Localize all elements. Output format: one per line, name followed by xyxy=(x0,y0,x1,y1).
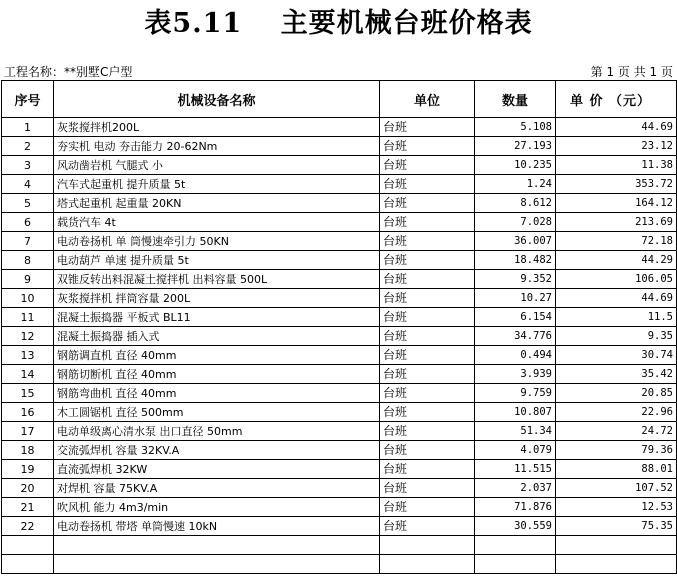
cell-unit: 台班 xyxy=(380,441,475,460)
cell-no: 17 xyxy=(2,422,54,441)
cell-unit: 台班 xyxy=(380,422,475,441)
cell-qty: 10.27 xyxy=(475,289,556,308)
cell-unit xyxy=(380,536,475,555)
cell-qty: 4.079 xyxy=(475,441,556,460)
header-name: 机械设备名称 xyxy=(54,81,380,118)
cell-name: 电动卷扬机 带塔 单筒慢速 10kN xyxy=(54,517,380,536)
table-row xyxy=(2,422,677,441)
cell-no: 20 xyxy=(2,479,54,498)
cell-price: 164.12 xyxy=(556,194,677,213)
cell-no: 2 xyxy=(2,137,54,156)
cell-price: 24.72 xyxy=(556,422,677,441)
cell-price: 72.18 xyxy=(556,232,677,251)
cell-qty: 2.037 xyxy=(475,479,556,498)
table-row xyxy=(2,232,677,251)
table-row xyxy=(2,498,677,517)
cell-price: 213.69 xyxy=(556,213,677,232)
table-row xyxy=(2,251,677,270)
cell-unit: 台班 xyxy=(380,118,475,137)
cell-no: 9 xyxy=(2,270,54,289)
table-row xyxy=(2,308,677,327)
cell-price xyxy=(556,555,677,574)
cell-name xyxy=(54,536,380,555)
cell-no xyxy=(2,555,54,574)
table-row xyxy=(2,479,677,498)
cell-price: 11.38 xyxy=(556,156,677,175)
cell-qty: 11.515 xyxy=(475,460,556,479)
table-row xyxy=(2,137,677,156)
page-info: 第 1 页 共 1 页 xyxy=(590,65,673,79)
cell-name: 灰浆搅拌机200L xyxy=(54,118,380,137)
cell-unit: 台班 xyxy=(380,327,475,346)
table-row xyxy=(2,441,677,460)
table-row xyxy=(2,327,677,346)
cell-price: 353.72 xyxy=(556,175,677,194)
cell-price: 44.69 xyxy=(556,289,677,308)
cell-unit: 台班 xyxy=(380,479,475,498)
cell-no: 6 xyxy=(2,213,54,232)
cell-qty: 9.352 xyxy=(475,270,556,289)
cell-unit: 台班 xyxy=(380,403,475,422)
table-row xyxy=(2,270,677,289)
cell-price: 22.96 xyxy=(556,403,677,422)
cell-unit: 台班 xyxy=(380,460,475,479)
cell-qty: 9.759 xyxy=(475,384,556,403)
cell-qty: 5.108 xyxy=(475,118,556,137)
cell-no: 12 xyxy=(2,327,54,346)
cell-name: 混凝土振捣器 插入式 xyxy=(54,327,380,346)
cell-name: 风动凿岩机 气腿式 小 xyxy=(54,156,380,175)
cell-name: 电动单级离心清水泵 出口直径 50mm xyxy=(54,422,380,441)
cell-no: 14 xyxy=(2,365,54,384)
machinery-price-table xyxy=(1,80,677,574)
table-row xyxy=(2,194,677,213)
cell-no: 22 xyxy=(2,517,54,536)
cell-unit: 台班 xyxy=(380,175,475,194)
cell-price: 23.12 xyxy=(556,137,677,156)
table-row xyxy=(2,289,677,308)
cell-unit: 台班 xyxy=(380,213,475,232)
cell-name: 夯实机 电动 夯击能力 20-62Nm xyxy=(54,137,380,156)
cell-qty: 36.007 xyxy=(475,232,556,251)
cell-price: 11.5 xyxy=(556,308,677,327)
table-row xyxy=(2,346,677,365)
cell-price: 75.35 xyxy=(556,517,677,536)
table-row xyxy=(2,460,677,479)
header-unit: 单位 xyxy=(380,81,475,118)
table-row xyxy=(2,118,677,137)
cell-qty: 3.939 xyxy=(475,365,556,384)
cell-no: 1 xyxy=(2,118,54,137)
cell-name: 钢筋切断机 直径 40mm xyxy=(54,365,380,384)
cell-name: 载货汽车 4t xyxy=(54,213,380,232)
table-body xyxy=(2,118,677,574)
page-title: 表5.11 主要机械台班价格表 xyxy=(144,8,533,39)
cell-price: 44.29 xyxy=(556,251,677,270)
cell-price: 107.52 xyxy=(556,479,677,498)
cell-qty xyxy=(475,555,556,574)
cell-no: 13 xyxy=(2,346,54,365)
cell-unit: 台班 xyxy=(380,289,475,308)
cell-price: 79.36 xyxy=(556,441,677,460)
cell-no: 7 xyxy=(2,232,54,251)
cell-unit: 台班 xyxy=(380,346,475,365)
cell-qty: 27.193 xyxy=(475,137,556,156)
cell-name: 灰浆搅拌机 拌筒容量 200L xyxy=(54,289,380,308)
cell-unit: 台班 xyxy=(380,137,475,156)
cell-qty: 6.154 xyxy=(475,308,556,327)
cell-name: 电动卷扬机 单 筒慢速牵引力 50KN xyxy=(54,232,380,251)
cell-no xyxy=(2,536,54,555)
cell-price: 106.05 xyxy=(556,270,677,289)
cell-unit: 台班 xyxy=(380,365,475,384)
cell-name xyxy=(54,555,380,574)
cell-name: 直流弧焊机 32KW xyxy=(54,460,380,479)
cell-price: 44.69 xyxy=(556,118,677,137)
cell-unit: 台班 xyxy=(380,270,475,289)
cell-price: 30.74 xyxy=(556,346,677,365)
cell-name: 钢筋弯曲机 直径 40mm xyxy=(54,384,380,403)
cell-no: 8 xyxy=(2,251,54,270)
cell-unit: 台班 xyxy=(380,232,475,251)
cell-unit xyxy=(380,555,475,574)
table-row xyxy=(2,213,677,232)
cell-no: 5 xyxy=(2,194,54,213)
cell-qty: 1.24 xyxy=(475,175,556,194)
cell-no: 19 xyxy=(2,460,54,479)
cell-name: 交流弧焊机 容量 32KV.A xyxy=(54,441,380,460)
cell-name: 混凝土振捣器 平板式 BL11 xyxy=(54,308,380,327)
cell-no: 4 xyxy=(2,175,54,194)
cell-unit: 台班 xyxy=(380,498,475,517)
table-row xyxy=(2,384,677,403)
cell-unit: 台班 xyxy=(380,194,475,213)
table-row xyxy=(2,555,677,574)
cell-qty: 34.776 xyxy=(475,327,556,346)
cell-name: 对焊机 容量 75KV.A xyxy=(54,479,380,498)
cell-unit: 台班 xyxy=(380,384,475,403)
cell-qty: 7.028 xyxy=(475,213,556,232)
cell-price xyxy=(556,536,677,555)
cell-name: 木工圆锯机 直径 500mm xyxy=(54,403,380,422)
cell-no: 21 xyxy=(2,498,54,517)
table-row xyxy=(2,156,677,175)
cell-name: 钢筋调直机 直径 40mm xyxy=(54,346,380,365)
cell-price: 35.42 xyxy=(556,365,677,384)
cell-price: 12.53 xyxy=(556,498,677,517)
project-name: 工程名称：**别墅C户型 xyxy=(4,65,133,79)
cell-price: 88.01 xyxy=(556,460,677,479)
cell-no: 10 xyxy=(2,289,54,308)
cell-qty: 30.559 xyxy=(475,517,556,536)
cell-qty: 51.34 xyxy=(475,422,556,441)
cell-name: 双锥反转出料混凝土搅拌机 出料容量 500L xyxy=(54,270,380,289)
cell-qty: 0.494 xyxy=(475,346,556,365)
cell-qty: 10.235 xyxy=(475,156,556,175)
cell-price: 9.35 xyxy=(556,327,677,346)
header-price: 单 价 （元） xyxy=(556,81,677,118)
cell-qty: 71.876 xyxy=(475,498,556,517)
cell-unit: 台班 xyxy=(380,156,475,175)
cell-no: 16 xyxy=(2,403,54,422)
cell-name: 吹风机 能力 4m3/min xyxy=(54,498,380,517)
table-row xyxy=(2,536,677,555)
header-no: 序号 xyxy=(2,81,54,118)
cell-no: 15 xyxy=(2,384,54,403)
cell-qty: 8.612 xyxy=(475,194,556,213)
cell-no: 3 xyxy=(2,156,54,175)
cell-qty xyxy=(475,536,556,555)
cell-name: 塔式起重机 起重量 20KN xyxy=(54,194,380,213)
cell-no: 18 xyxy=(2,441,54,460)
cell-qty: 10.807 xyxy=(475,403,556,422)
table-row xyxy=(2,403,677,422)
table-row xyxy=(2,517,677,536)
cell-no: 11 xyxy=(2,308,54,327)
cell-name: 电动葫芦 单速 提升质量 5t xyxy=(54,251,380,270)
cell-unit: 台班 xyxy=(380,251,475,270)
table-row xyxy=(2,365,677,384)
cell-unit: 台班 xyxy=(380,308,475,327)
header-qty: 数量 xyxy=(475,81,556,118)
cell-price: 20.85 xyxy=(556,384,677,403)
table-row xyxy=(2,175,677,194)
cell-unit: 台班 xyxy=(380,517,475,536)
cell-name: 汽车式起重机 提升质量 5t xyxy=(54,175,380,194)
table-header-row xyxy=(2,81,677,118)
cell-qty: 18.482 xyxy=(475,251,556,270)
